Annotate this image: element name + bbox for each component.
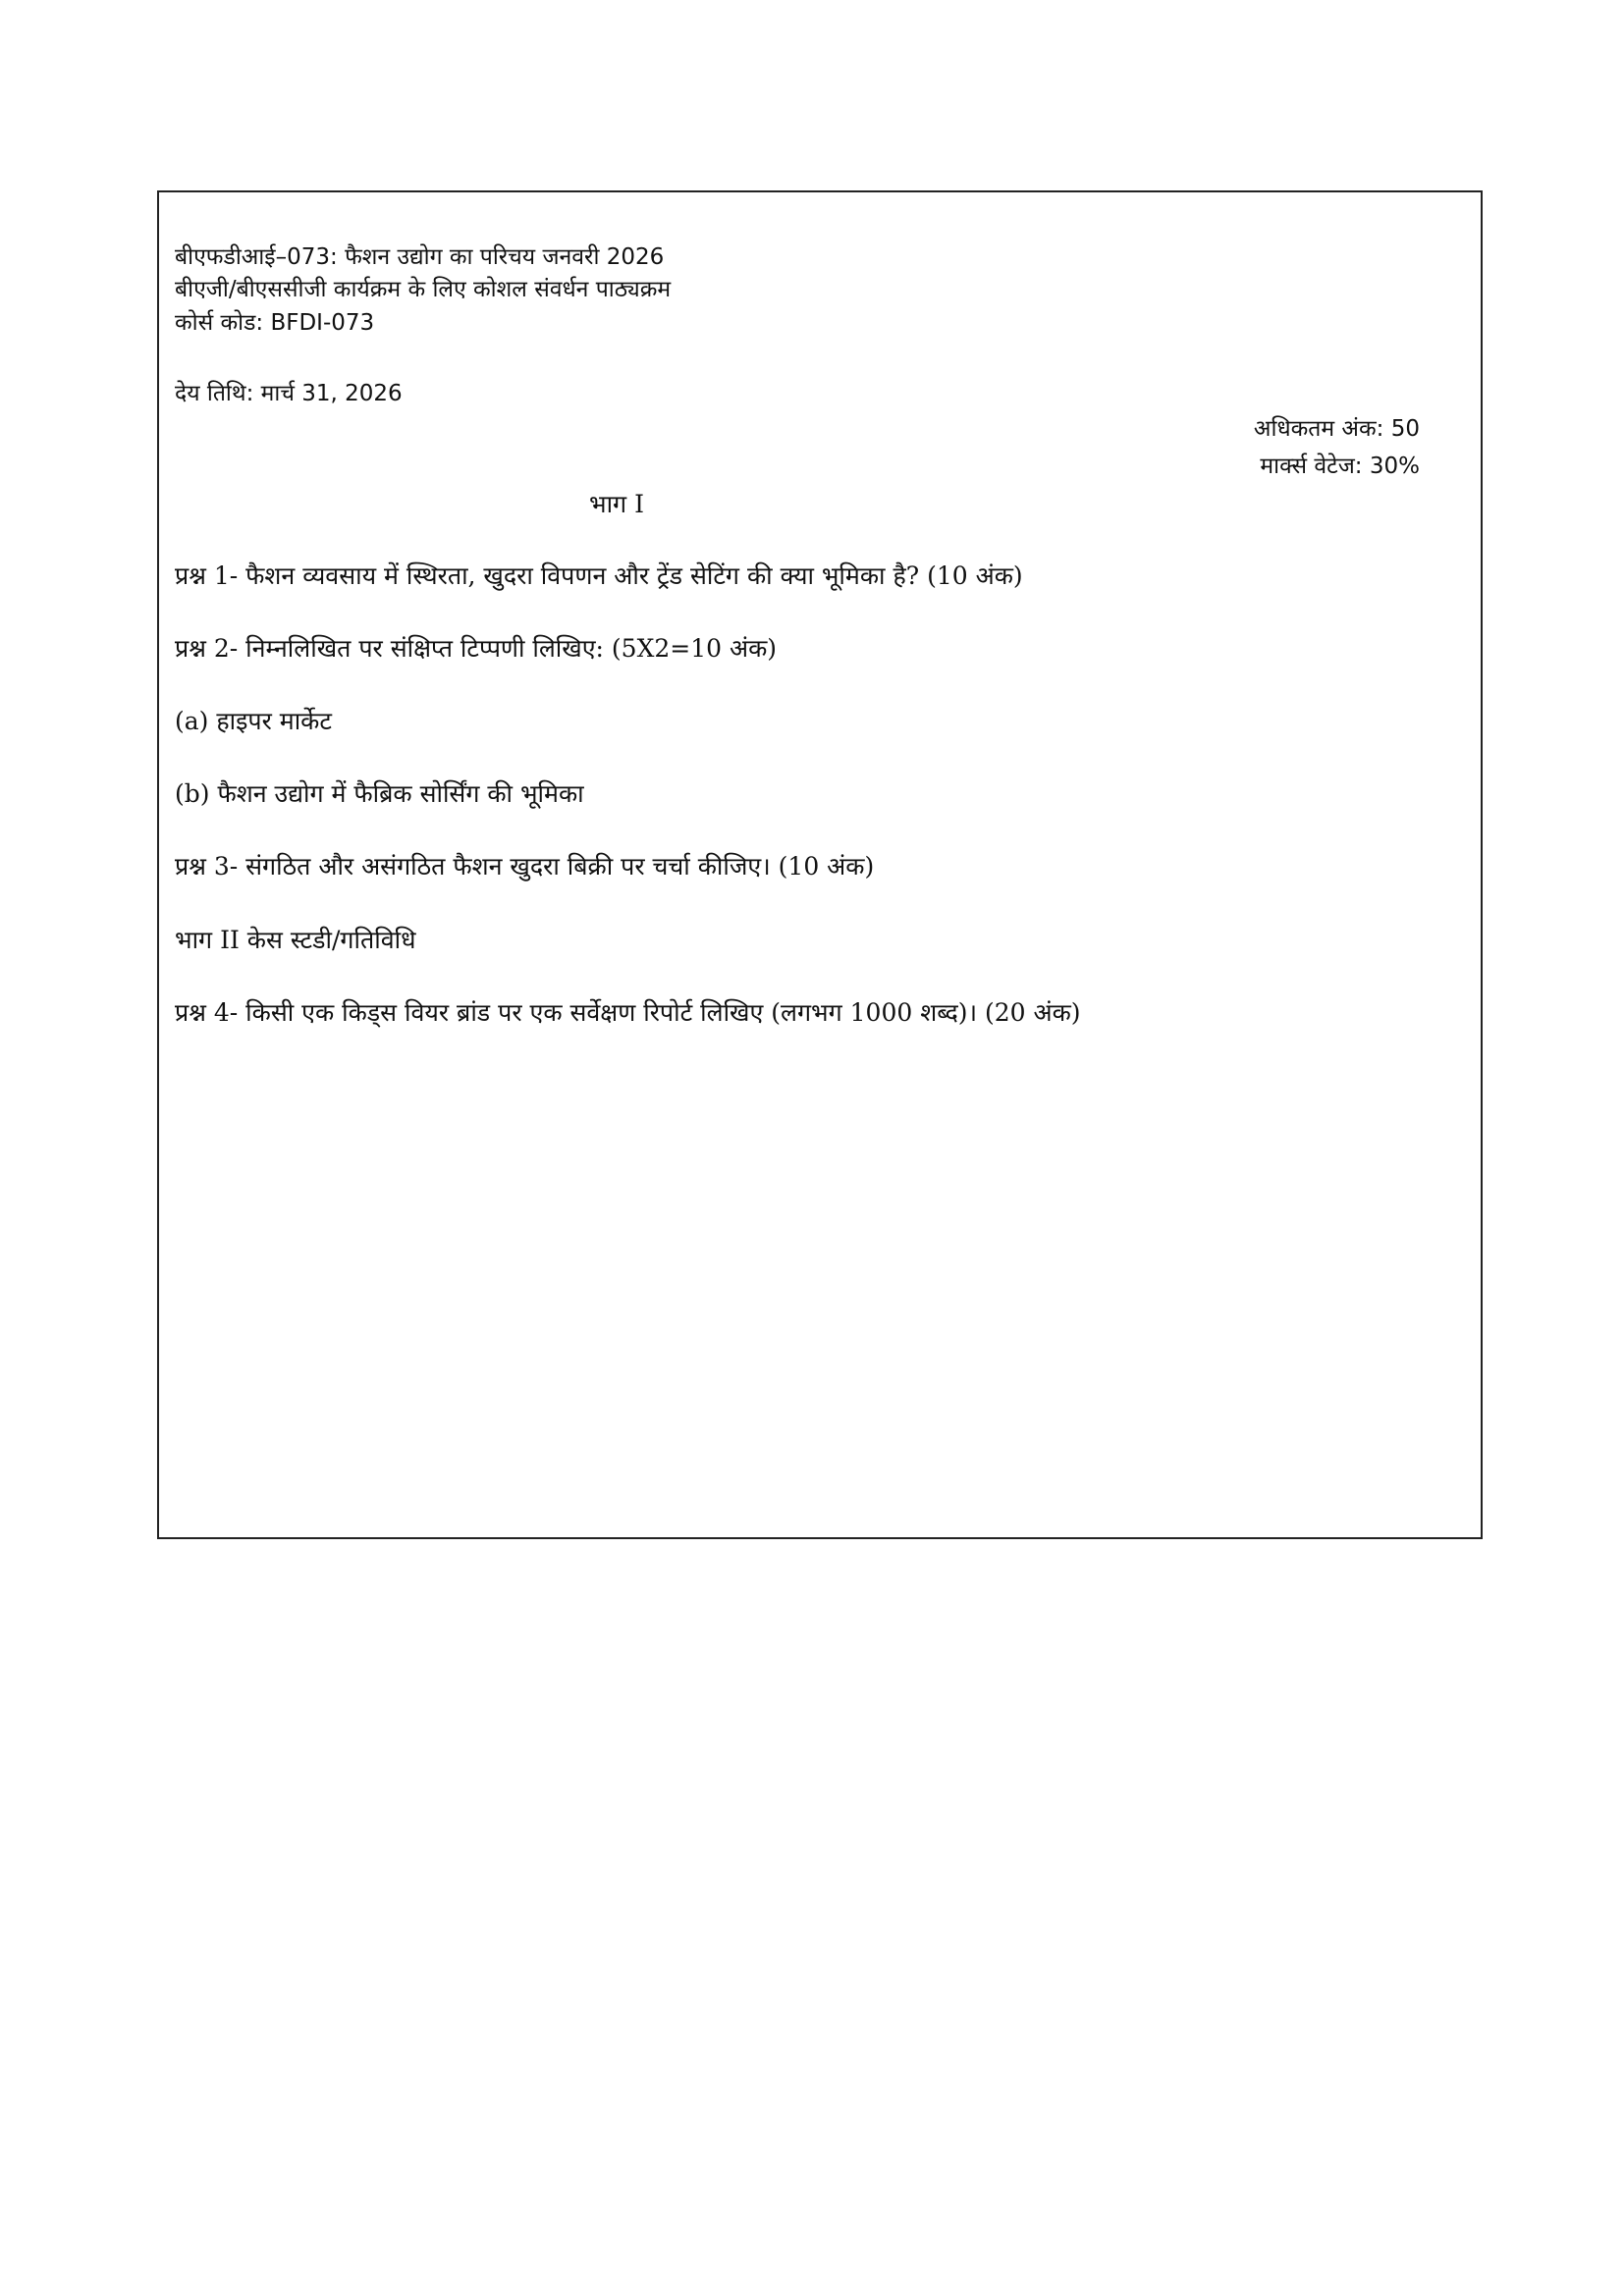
course-code: कोर्स कोड: BFDI-073 bbox=[175, 310, 375, 336]
section-heading-part-two: भाग II केस स्टडी/गतिविधि bbox=[175, 926, 416, 954]
question-3: प्रश्न 3- संगठित और असंगठित फैशन खुदरा बिक्री पर चर्चा कीजिए। (10 अंक) bbox=[175, 852, 875, 881]
due-date: देय तिथि: मार्च 31, 2026 bbox=[175, 381, 403, 406]
question-2-part-b: (b) फैशन उद्योग में फैब्रिक सोर्सिंग की भूमिका bbox=[175, 779, 584, 808]
question-4: प्रश्न 4- किसी एक किड्स वियर ब्रांड पर एक सर्वेक्षण रिपोर्ट लिखिए (लगभग 1000 शब्द)। (20 अंक) bbox=[175, 998, 1081, 1027]
max-marks: अधिकतम अंक: 50 bbox=[1253, 416, 1420, 442]
question-2: प्रश्न 2- निम्नलिखित पर संक्षिप्त टिप्पणी लिखिए: (5X2=10 अंक) bbox=[175, 634, 778, 663]
question-1: प्रश्न 1- फैशन व्यवसाय में स्थिरता, खुदरा विपणन और ट्रेंड सेटिंग की क्या भूमिका है? (10 अंक) bbox=[175, 561, 1023, 590]
question-2-part-a: (a) हाइपर मार्केट bbox=[175, 707, 332, 735]
marks-weightage: मार्क्स वेटेज: 30% bbox=[1260, 454, 1420, 479]
programme-name: बीएजी/बीएससीजी कार्यक्रम के लिए कोशल संवर्धन पाठ्यक्रम bbox=[175, 277, 672, 302]
section-heading-part-one: भाग I bbox=[589, 490, 644, 518]
course-title: बीएफडीआई–073: फैशन उद्योग का परिचय जनवरी 2026 bbox=[175, 244, 665, 270]
